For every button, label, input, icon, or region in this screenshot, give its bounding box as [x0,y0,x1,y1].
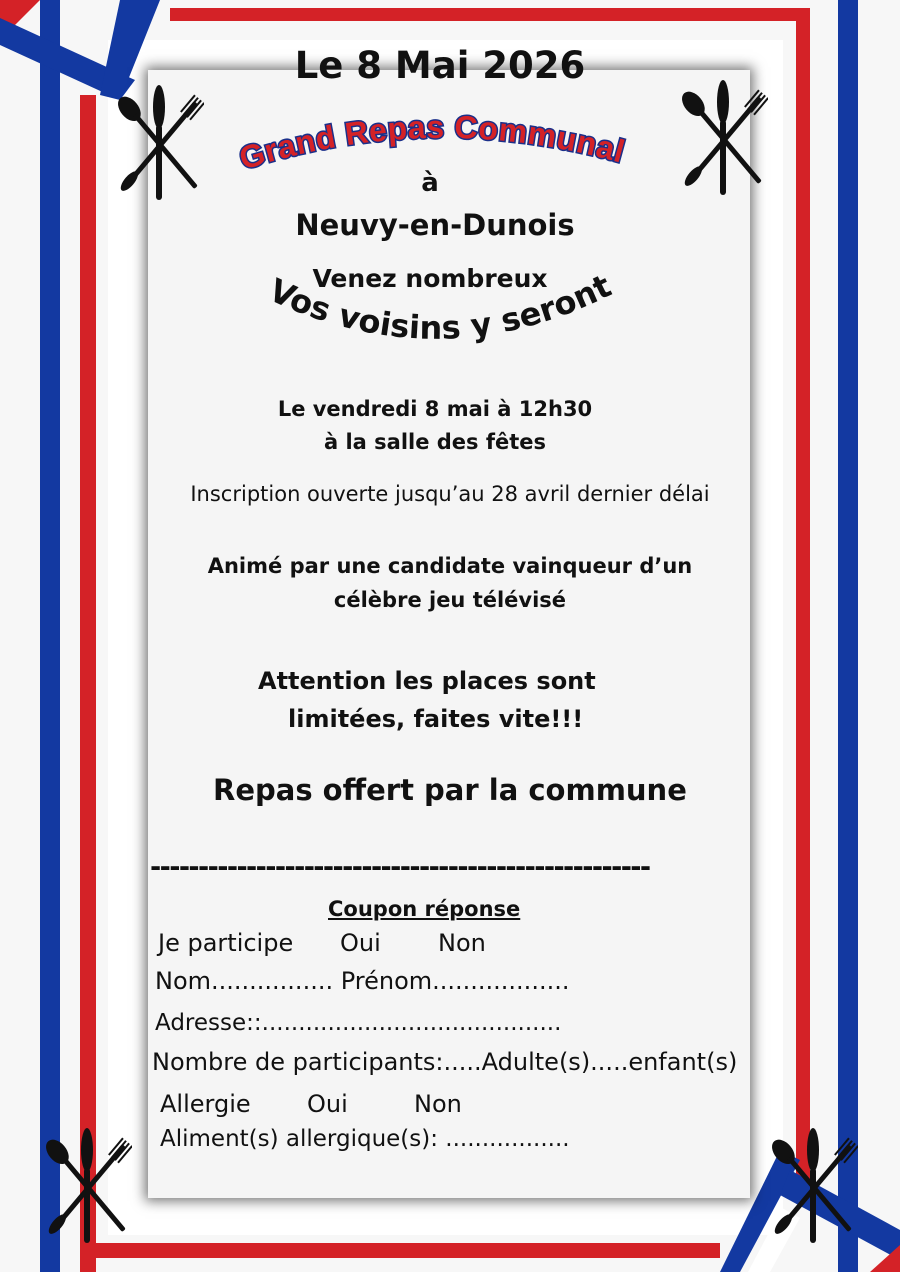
inscription-deadline: Inscription ouverte jusqu’au 28 avril dernier délai [190,482,710,506]
fork-knife-spoon-icon [682,80,768,200]
participe-oui[interactable]: Oui [340,929,381,957]
date-title: Le 8 Mai 2026 [294,44,586,87]
svg-text:Vos voisins y seront: Vos voisins y seront [263,270,617,347]
a-label: à [421,168,439,198]
participe-label: Je participe [158,929,294,957]
event-time: Le vendredi 8 mai à 12h30 [277,397,593,421]
attention-line-2: limitées, faites vite!!! [288,705,584,733]
nom-prenom-field[interactable]: Nom................ Prénom.................. [155,967,570,995]
fork-knife-spoon-icon [118,85,204,205]
fork-knife-spoon-icon [772,1128,858,1248]
allergie-label: Allergie [160,1090,251,1118]
frame-red-top [170,8,810,21]
venez-nombreux: Venez nombreux [312,264,548,293]
animation-line-2: célèbre jeu télévisé [333,588,567,612]
participe-non[interactable]: Non [438,929,486,957]
adresse-field[interactable]: Adresse::......................................... [155,1010,562,1036]
svg-text:Grand Repas Communal: Grand Repas Communal [235,108,629,177]
frame-red-bottom [80,1243,720,1258]
participants-field[interactable]: Nombre de participants:.....Adulte(s).....enfant(s) [152,1048,738,1076]
fork-knife-spoon-icon [46,1128,132,1248]
aliments-field[interactable]: Aliment(s) allergique(s): ................. [160,1126,570,1152]
town-name: Neuvy-en-Dunois [295,208,575,242]
repas-offert: Repas offert par la commune [213,773,687,807]
allergie-non[interactable]: Non [414,1090,462,1118]
animation-line-1: Animé par une candidate vainqueur d’un [207,554,693,578]
attention-line-1: Attention les places sont [258,667,596,695]
coupon-title: Coupon réponse [328,897,521,921]
voisins-arc-text [245,270,645,370]
allergie-oui[interactable]: Oui [307,1090,348,1118]
coupon-divider: ---------------------------------------------------- [150,852,650,883]
event-venue: à la salle des fêtes [323,430,547,454]
